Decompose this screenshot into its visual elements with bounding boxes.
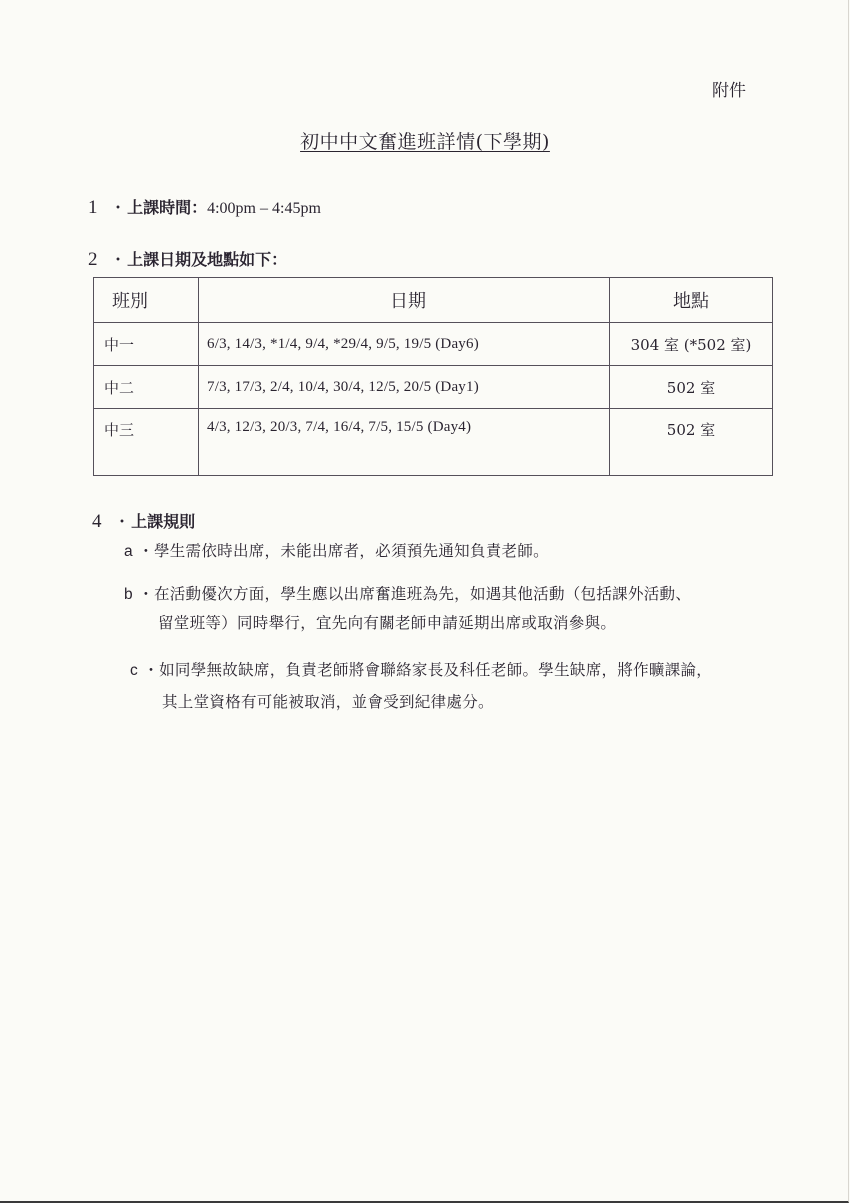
row-venue: 304 室 (*502 室): [610, 323, 773, 366]
rule-a: [124, 535, 549, 568]
rule-b-text: ・在活動優次方面，學生應以出席奮進班為先，如遇其他活動（包括課外活動、: [138, 585, 692, 603]
rule-c-text: ・如同學無故缺席，負責老師將會聯絡家長及科任老師。學生缺席，將作曠課論，: [143, 661, 713, 679]
row-dates: 6/3, 14/3, *1/4, 9/4, *29/4, 9/5, 19/5 (Day6): [199, 323, 610, 366]
page-title-text: 初中中文奮進班詳情(下學期): [300, 131, 550, 153]
schedule-header-row: [94, 278, 773, 323]
schedule-table: [93, 277, 773, 476]
rule-c-continuation: 其上堂資格有可能被取消，並會受到紀律處分。: [162, 693, 494, 711]
section-1-time-value: 4:00pm – 4:45pm: [207, 200, 321, 217]
row-venue: 502 室: [610, 409, 773, 476]
rule-b-marker: b: [124, 586, 133, 603]
section-1-separator: ・: [110, 198, 127, 217]
rule-a-marker: a: [124, 543, 133, 560]
section-2-separator: ・: [110, 250, 127, 269]
section-1-label: 上課時間：: [127, 198, 208, 217]
page-title: [0, 127, 850, 154]
rule-b-continuation: 留堂班等）同時舉行，宜先向有關老師申請延期出席或取消參與。: [158, 614, 617, 632]
row-class: 中二: [94, 366, 199, 409]
row-dates: 7/3, 17/3, 2/4, 10/4, 30/4, 12/5, 20/5 (Day1): [199, 366, 610, 409]
row-dates: 4/3, 12/3, 20/3, 7/4, 16/4, 7/5, 15/5 (Day4): [199, 409, 610, 476]
section-2-label: 上課日期及地點如下：: [127, 250, 288, 269]
rule-a-text: ・學生需依時出席，未能出席者，必須預先通知負責老師。: [138, 542, 549, 560]
section-1-number: 1: [88, 197, 98, 218]
header-venue: 地點: [610, 278, 773, 323]
section-4-number: 4: [92, 511, 102, 532]
section-4-separator: ・: [114, 512, 131, 531]
row-class: 中三: [94, 409, 199, 476]
table-row: [94, 323, 773, 366]
header-date: 日期: [199, 278, 610, 323]
section-4-label: 上課規則: [131, 512, 196, 531]
row-class: 中一: [94, 323, 199, 366]
rule-c: [130, 654, 712, 687]
attachment-label: 附件: [712, 81, 746, 101]
rule-c-marker: c: [130, 662, 139, 679]
table-row: [94, 366, 773, 409]
table-row: [94, 409, 773, 476]
header-class: 班別: [94, 278, 199, 323]
section-2-dates-venues: [88, 247, 287, 271]
row-venue: 502 室: [610, 366, 773, 409]
section-2-number: 2: [88, 249, 98, 270]
section-1-class-time: [88, 195, 321, 219]
section-4-class-rules: [92, 509, 195, 533]
